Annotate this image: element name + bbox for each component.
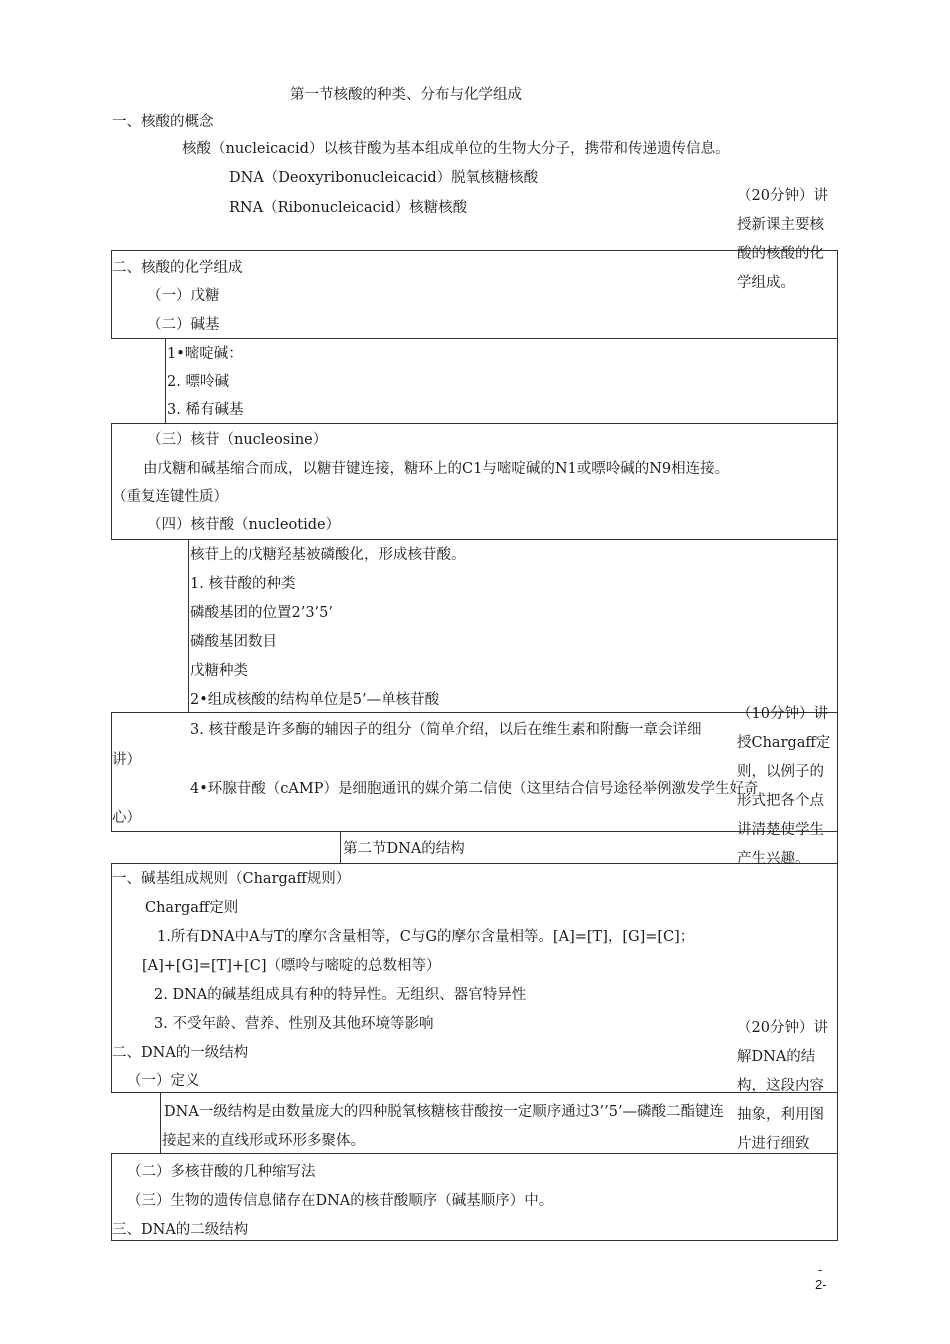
definition-text-a: DNA一级结构是由数量庞大的四种脱氧核糖核苷酸按一定顺序通过3’’5’—磷酸二酯键连 xyxy=(164,1104,725,1120)
chargaff-rule-1a: 1.所有DNA中A与T的摩尔含量相等，C与G的摩尔含量相等。[A]=[T]，[G]=[C]； xyxy=(157,929,695,945)
genetic-info-item: （三）生物的遗传信息储存在DNA的核苷酸顺序（碱基顺序）中。 xyxy=(127,1193,554,1209)
base-purine: 2. 嘌呤碱 xyxy=(167,374,229,390)
camp-line-b: 心） xyxy=(112,810,141,826)
item-nucleoside: （三）核苷（nucleosine） xyxy=(147,432,328,448)
item-nucleotide: （四）核苷酸（nucleotide） xyxy=(147,517,341,533)
cofactor-line-b: 讲） xyxy=(112,752,141,768)
nucleoside-text-2: （重复连键性质） xyxy=(112,489,228,505)
page-number: 2- xyxy=(815,1277,827,1292)
section-heading-concept: 一、核酸的概念 xyxy=(112,114,214,130)
chargaff-rule-1b: [A]+[G]=[T]+[C]（嘌呤与嘧啶的总数相等） xyxy=(142,958,441,974)
section2-title: 第二节DNA的结构 xyxy=(343,841,465,857)
chargaff-rule-2: 2. DNA的碱基组成具有种的特异性。无组织、器官特异性 xyxy=(154,987,527,1003)
definition-label: （一）定义 xyxy=(127,1073,200,1089)
section-heading-composition: 二、核酸的化学组成 xyxy=(112,260,243,276)
frame-nucleotide xyxy=(188,539,838,713)
nucleotide-line-5: 戊糖种类 xyxy=(190,663,248,679)
item-base: （二）碱基 xyxy=(147,317,220,333)
side-note-1: （20分钟）讲授新课主要核酸的核酸的化学组成。 xyxy=(737,188,828,291)
base-rare: 3. 稀有碱基 xyxy=(167,402,244,418)
cofactor-line-a: 3. 核苷酸是许多酶的辅因子的组分（简单介绍，以后在维生素和附酶一章会详细 xyxy=(190,722,702,738)
page-dash: - xyxy=(818,1262,823,1277)
frame-bases xyxy=(165,338,838,424)
nucleic-acid-definition: 核酸（nucleicacid）以核苷酸为基本组成单位的生物大分子，携带和传递遗传信息。 xyxy=(182,141,730,157)
abbreviation-item: （二）多核苷酸的几种缩写法 xyxy=(127,1164,316,1180)
side-note-3: （20分钟）讲解DNA的结构，这段内容抽象，利用图片进行细致 xyxy=(737,1020,828,1152)
chargaff-rule-3: 3. 不受年龄、营养、性别及其他环境等影响 xyxy=(154,1016,434,1032)
base-pyrimidine: 1•嘧啶碱： xyxy=(167,346,243,362)
nucleotide-line-6: 2•组成核酸的结构单位是5’—单核苷酸 xyxy=(190,692,440,708)
nucleotide-line-4: 磷酸基团数目 xyxy=(190,634,277,650)
nucleotide-line-3: 磷酸基团的位置2’3’5’ xyxy=(190,605,334,621)
page-title: 第一节核酸的种类、分布与化学组成 xyxy=(290,87,522,103)
side-note-2: （10分钟）讲授Chargaff定则，以例子的形式把各个点讲清楚使学生产生兴趣。 xyxy=(737,706,831,867)
definition-text-b: 接起来的直线形或环形多聚体。 xyxy=(162,1133,365,1149)
nucleoside-text-1: 由戊糖和碱基缩合而成，以糖苷键连接，糖环上的C1与嘧啶碱的N1或嘌呤碱的N9相连接。 xyxy=(143,461,730,477)
secondary-structure-heading: 三、DNA的二级结构 xyxy=(112,1222,249,1238)
chargaff-rule-label: Chargaff定则 xyxy=(145,900,239,916)
item-pentose: （一）戊糖 xyxy=(147,288,220,304)
rna-term: RNA（Ribonucleicacid）核糖核酸 xyxy=(229,200,468,216)
dna-term: DNA（Deoxyribonucleicacid）脱氧核糖核酸 xyxy=(229,170,539,186)
primary-structure-heading: 二、DNA的一级结构 xyxy=(112,1045,249,1061)
camp-line-a: 4•环腺苷酸（cAMP）是细胞通讯的媒介第二信使（这里结合信号途径举例激发学生好奇 xyxy=(190,781,759,797)
nucleotide-line-1: 核苷上的戊糖羟基被磷酸化，形成核苷酸。 xyxy=(190,547,466,563)
nucleotide-line-2: 1. 核苷酸的种类 xyxy=(190,576,296,592)
chargaff-heading: 一、碱基组成规则（Chargaff规则） xyxy=(112,871,351,887)
